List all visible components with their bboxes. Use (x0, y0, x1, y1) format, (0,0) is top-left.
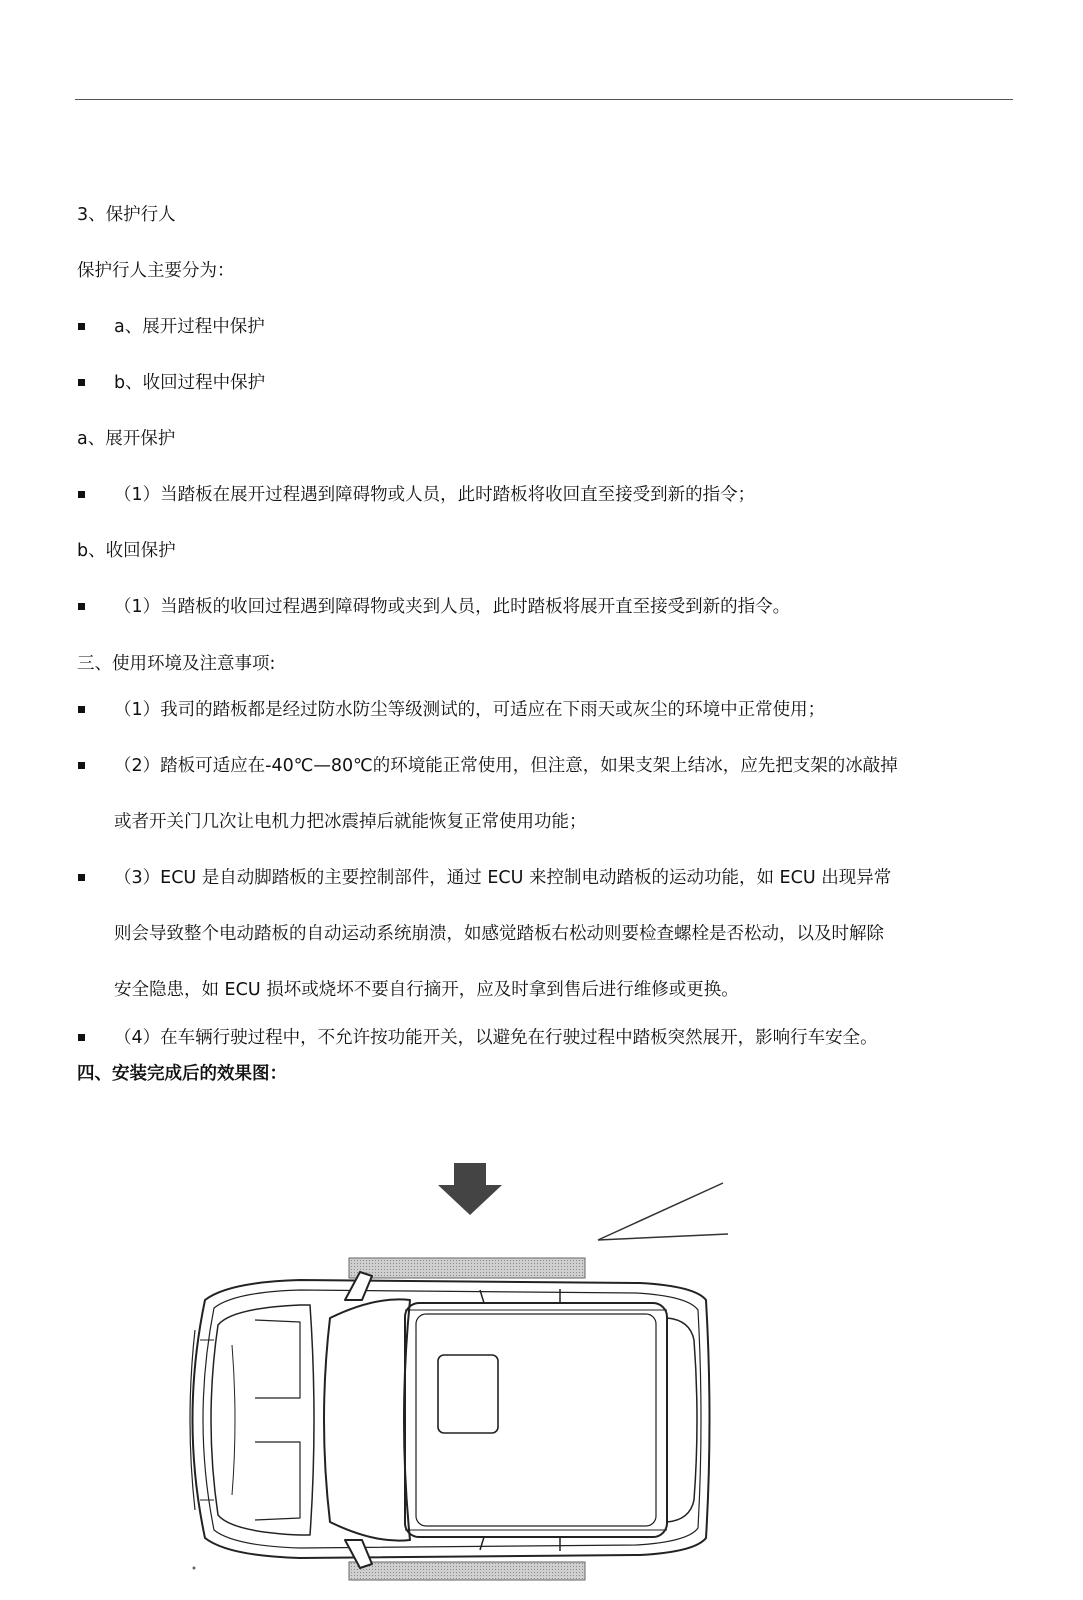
subheading-retract-protection: b、收回保护 (77, 541, 176, 561)
list-item-waterproof: （1）我司的踏板都是经过防水防尘等级测试的，可适应在下雨天或灰尘的环境中正常使用； (114, 700, 826, 720)
list-item-retract-rule: （1）当踏板的收回过程遇到障碍物或夹到人员，此时踏板将展开直至接受到新的指令。 (114, 597, 791, 617)
running-board-top (349, 1258, 585, 1278)
list-item-ecu-cont2: 安全隐患，如 ECU 损坏或烧坏不要自行摘开，应及时拿到售后进行维修或更换。 (114, 980, 739, 1000)
list-item-driving: （4）在车辆行驶过程中，不允许按功能开关，以避免在行驶过程中踏板突然展开，影响行车安全。 (114, 1028, 878, 1048)
list-item-retract: b、收回过程中保护 (114, 373, 266, 393)
subheading-deploy-protection: a、展开保护 (77, 429, 176, 449)
list-item-temperature-cont: 或者开关门几次让电机力把冰震掉后就能恢复正常使用功能； (114, 812, 587, 832)
running-board-bottom (349, 1562, 585, 1580)
section-heading-result: 四、安装完成后的效果图： (77, 1064, 287, 1084)
pointer-lines (598, 1183, 728, 1240)
list-item-deploy: a、展开过程中保护 (114, 317, 265, 337)
car-top-view-icon (190, 1272, 710, 1568)
list-item-deploy-rule: （1）当踏板在展开过程遇到障碍物或人员，此时踏板将收回直至接受到新的指令； (114, 485, 756, 505)
list-item-ecu: （3）ECU 是自动脚踏板的主要控制部件，通过 ECU 来控制电动踏板的运动功能，如 ECU 出现异常 (114, 868, 892, 888)
paragraph-intro: 保护行人主要分为： (77, 261, 235, 281)
down-arrow-icon (438, 1163, 502, 1215)
dot-mark (193, 1567, 196, 1570)
section-heading-usage: 三、使用环境及注意事项: (77, 654, 276, 674)
section-heading-protect-pedestrians: 3、保护行人 (77, 205, 176, 225)
list-item-temperature: （2）踏板可适应在-40℃—80℃的环境能正常使用，但注意，如果支架上结冰，应先把支架的冰敲掉 (114, 756, 898, 776)
list-item-ecu-cont1: 则会导致整个电动踏板的自动运动系统崩溃，如感觉踏板右松动则要检查螺栓是否松动，以及时解除 (114, 924, 884, 944)
